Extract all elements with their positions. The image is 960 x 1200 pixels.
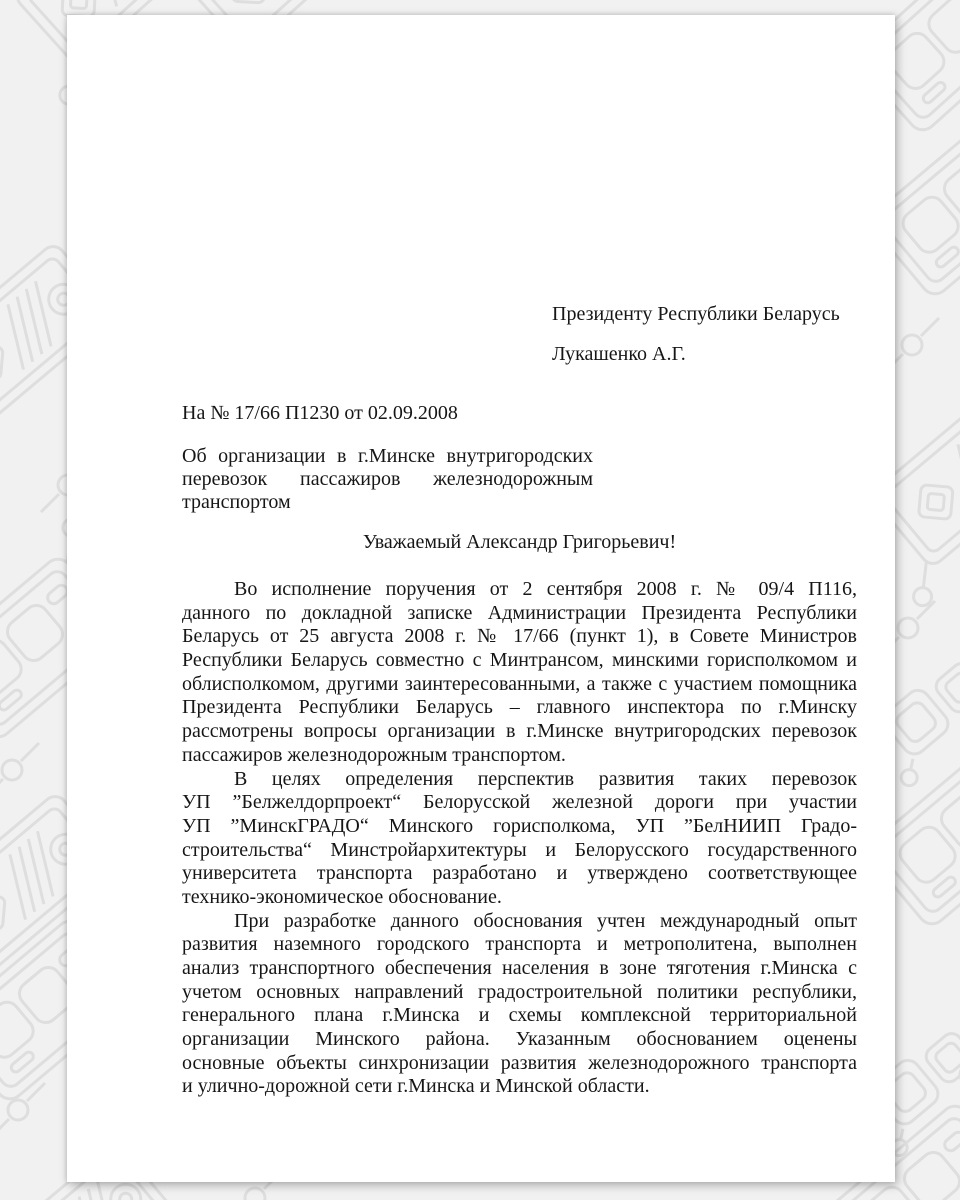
text-line: Беларусь от 25 августа 2008 г. № 17/66 (пункт 1), в Совете Министров [182,625,857,648]
text-line: облисполкомом, другими заинтересованными, а также с участием помощника [182,672,857,695]
text-line: генерального плана г.Минска и схемы комплексной территориальной [182,1004,857,1027]
text-line: технико-экономическое обоснование. [182,885,502,908]
text-line: университета транспорта разработано и утверждено соответствующее [182,862,857,885]
text-line: развития наземного городского транспорта и метрополитена, выполнен [182,933,857,956]
body-paragraph-3 [182,910,857,1100]
text-line: перевозок пассажиров железнодорожным [182,468,593,490]
subject-block [182,445,593,514]
text-line: В целях определения перспектив развития таких перевозок [234,767,857,790]
text-line: Во исполнение поручения от 2 сентября 2008 г. № 09/4 П116, [234,578,857,600]
text-line: Республики Беларусь совместно с Минтрансом, минскими горисполкомом и [182,649,857,672]
text-line: пассажиров железнодорожным транспортом. [182,743,566,766]
text-line: УП ”Белжелдорпроект“ Белорусской железной дороги при участии [182,791,857,814]
text-line: При разработке данного обоснования учтен международный опыт [234,909,857,932]
text-line: транспортом [182,491,291,513]
letter-body [182,578,857,1099]
text-line: анализ транспортного обеспечения населения в зоне тяготения г.Минска с [182,957,857,979]
text-line: основные объекты синхронизации развития железнодорожного транспорта [182,1051,857,1074]
text-line: данного по докладной записке Администрации Президента Республики [182,601,857,624]
text-line: Об организации в г.Минске внутригородских [182,445,593,467]
text-line: и улично-дорожной сети г.Минска и Минской области. [182,1075,650,1098]
body-paragraph-1 [182,578,857,768]
text-line: строительства“ Минстройархитектуры и Белорусского государственного [182,838,857,861]
text-line: учетом основных направлений градостроительной политики республики, [182,980,857,1003]
reference-number-line: На № 17/66 П1230 от 02.09.2008 [182,402,458,424]
body-paragraph-2 [182,768,857,910]
text-line: рассмотрены вопросы организации в г.Минске внутригородских перевозок [182,720,857,743]
text-line: организации Минского района. Указанным обоснованием оценены [182,1028,857,1051]
recipient-name: Лукашенко А.Г. [552,343,686,365]
recipient-title: Президенту Республики Беларусь [552,303,840,325]
letter-page [67,15,895,1182]
salutation: Уважаемый Александр Григорьевич! [362,531,677,553]
text-line: УП ”МинскГРАДО“ Минского горисполкома, УП ”БелНИИП Градо- [182,814,857,837]
text-line: Президента Республики Беларусь – главного инспектора по г.Минску [182,696,857,719]
